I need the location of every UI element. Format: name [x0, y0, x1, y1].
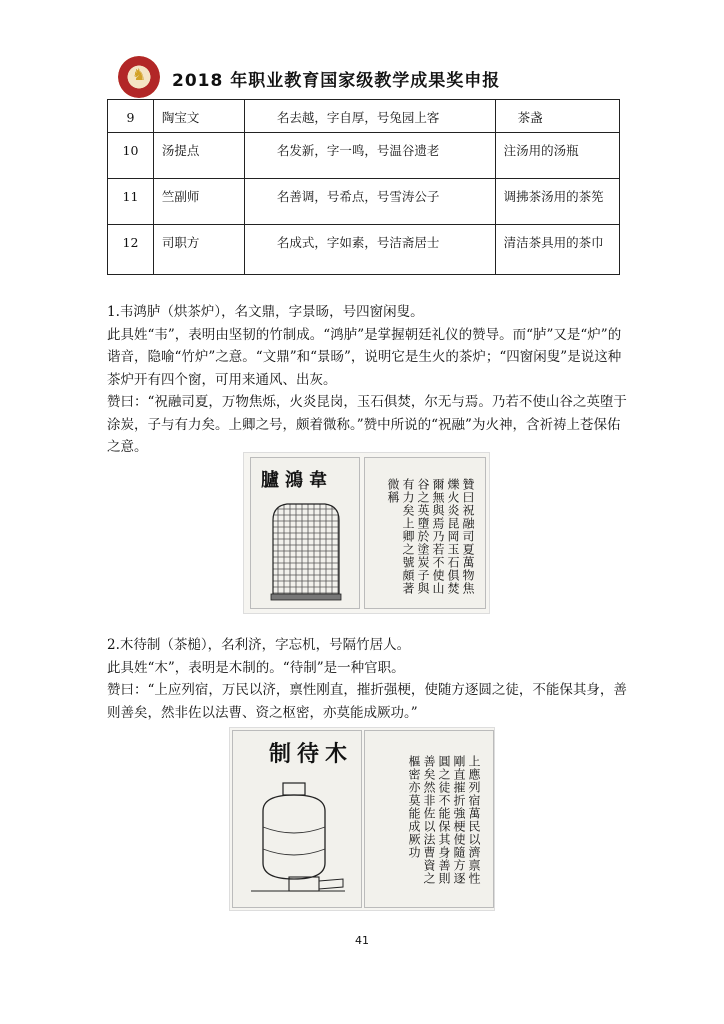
section-2-heading: 2.木待制（茶槌），名利济，字忘机，号隔竹居人。: [107, 637, 411, 653]
page-number: 41: [355, 934, 369, 947]
table-cell-use: 清洁茶具用的茶巾: [495, 225, 619, 275]
table-cell-name: 竺副师: [153, 179, 244, 225]
mallet-title: 制待木: [269, 741, 354, 767]
table-row: [108, 133, 620, 179]
furnace-drawing-panel: [250, 457, 360, 609]
section-2-paragraph-2: 赞曰：“上应列宿，万民以济，禀性刚直，摧折强梗，使随方逐圆之徒，不能保其身，善则善矣，然非佐以法曹、资之枢密，亦莫能成厥功。”: [107, 682, 627, 721]
table-cell-number: 11: [108, 179, 154, 225]
table-cell-alias: 名去越，字自厚，号兔园上客: [244, 100, 495, 133]
section-2: [107, 634, 627, 724]
bamboo-furnace-drawing: [251, 458, 359, 608]
wooden-mallet-drawing: [233, 731, 361, 907]
institution-logo: [118, 56, 160, 98]
table-cell-use: 茶盏: [495, 100, 619, 133]
furnace-illustration: [243, 452, 490, 614]
furnace-verse: 贊曰祝融司夏萬物焦爍火炎昆岡玉石俱焚爾無與焉乃若不使山谷之英墮於塗炭子與有力矣上卿之號頗著微稱: [386, 478, 475, 595]
furnace-title: 臚鴻韋: [261, 470, 333, 491]
page-header: [118, 56, 638, 96]
table-row: [108, 225, 620, 275]
header-title: 2018 年职业教育国家级教学成果奖申报: [172, 71, 501, 91]
section-2-paragraph-1: 此具姓“木”，表明是木制的。“待制”是一种官职。: [107, 659, 405, 676]
table-cell-name: 司职方: [153, 225, 244, 275]
horse-icon: ♞: [131, 65, 147, 84]
table-row: [108, 100, 620, 133]
section-1: [107, 301, 627, 459]
furnace-verse-panel: [364, 457, 486, 609]
section-1-heading: 1.韦鸿胪（烘茶炉），名文鼎，字景旸，号四窗闲叟。: [107, 304, 424, 320]
table-cell-name: 陶宝文: [153, 100, 244, 133]
mallet-drawing-panel: [232, 730, 362, 908]
table-cell-alias: 名善调，号希点，号雪涛公子: [244, 179, 495, 225]
table-cell-use: 注汤用的汤瓶: [495, 133, 619, 179]
tea-utensil-table: [107, 99, 620, 275]
table-row: [108, 179, 620, 225]
table-cell-number: 12: [108, 225, 154, 275]
mallet-verse-panel: [364, 730, 494, 908]
table-cell-alias: 名发新，字一鸣，号温谷遗老: [244, 133, 495, 179]
table-cell-name: 汤提点: [153, 133, 244, 179]
table-cell-number: 9: [108, 100, 154, 133]
mallet-illustration: [229, 727, 495, 911]
section-1-paragraph-1: 此具姓“韦”，表明由坚韧的竹制成。“鸿胪”是掌握朝廷礼仪的赞导。而“胪”又是“炉”的谐音，隐喻“竹炉”之意。“文鼎”和“景旸”，说明它是生火的茶炉；“四窗闲叟”是说这种茶炉开有四个窗，可用来通风、出灰。: [107, 326, 622, 388]
section-1-paragraph-2: 赞曰：“祝融司夏，万物焦烁，火炎昆岗，玉石俱焚，尔无与焉。乃若不使山谷之英堕于涂炭，子与有力矣。上卿之号，颇着微称。”赞中所说的“祝融”为火神，含祈祷上苍保佑之意。: [107, 394, 627, 455]
table-cell-alias: 名成式，字如素，号洁斋居士: [244, 225, 495, 275]
table-cell-use: 调拂茶汤用的茶筅: [495, 179, 619, 225]
table-cell-number: 10: [108, 133, 154, 179]
mallet-verse: 上應列宿萬民以濟禀性剛直摧折強梗使隨方逐圓之徒不能保其身善則善矣然非佐以法曹資之樞密亦莫能成厥功: [407, 755, 481, 885]
